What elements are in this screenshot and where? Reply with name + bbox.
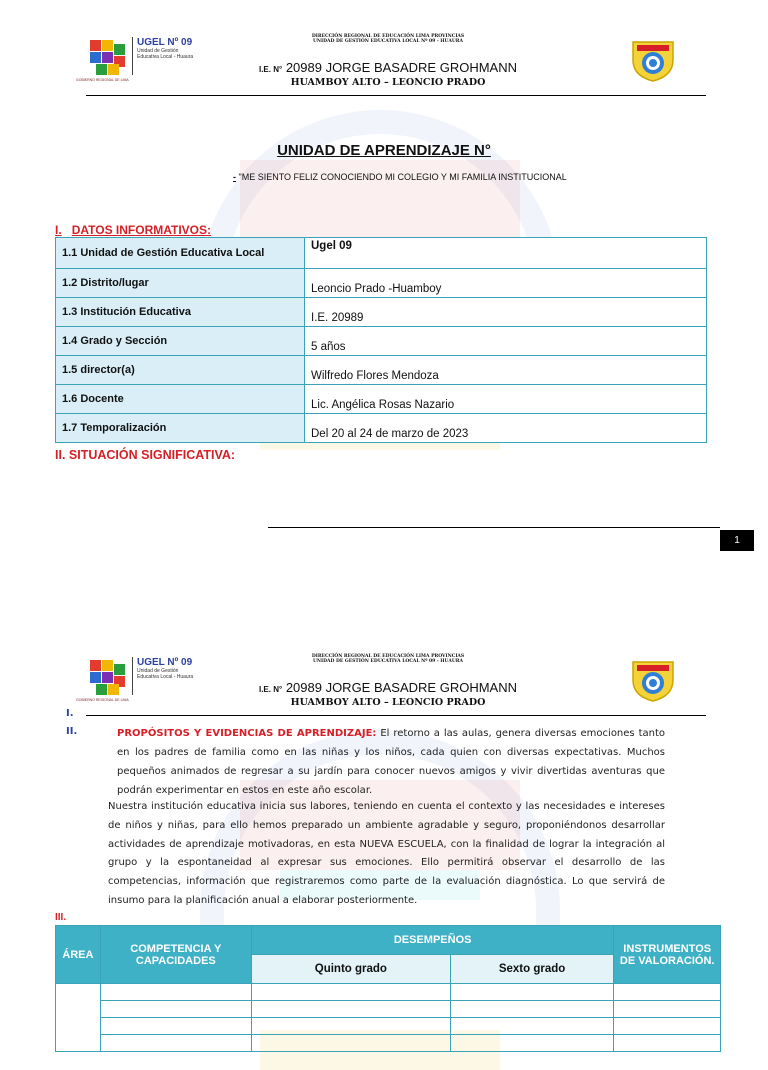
propositos-title: PROPÓSITOS Y EVIDENCIAS DE APRENDIZAJE:: [117, 728, 377, 739]
header-sexto-grado: Sexto grado: [450, 955, 614, 984]
table-cell: [100, 1001, 251, 1018]
propositos-paragraph-2: Nuestra institución educativa inicia sus labores, teniendo en cuenta el contexto y las necesidades e intereses de niños y niñas, para ello hemos preparado un ambiente agradable y seguro, proponiéndonos desarrollar actividades de aprendizaje motivadoras, en esta NUEVA ESCUELA, con la finalidad de lograr la integración al grupo y la espontaneidad al expresar sus emociones. Ello permitirá observar el desarrollo de las competencias, información que registraremos como parte de la evaluación diagnóstica. Lo que servirá de insumo para la planificación anual a elaborar posteriormente.: [108, 801, 665, 906]
datos-label: 1.2 Distrito/lugar: [56, 269, 305, 298]
table-row: [56, 356, 707, 385]
header-competencia: COMPETENCIA Y CAPACIDADES: [100, 926, 251, 984]
header-area: ÁREA: [56, 926, 101, 984]
gov-caption: GOBIERNO REGIONAL DE LIMA: [76, 78, 129, 82]
subtitle-text: "ME SIENTO FELIZ CONOCIENDO MI COLEGIO Y MI FAMILIA INSTITUCIONAL: [238, 172, 567, 182]
table-cell: [56, 984, 101, 1052]
propositos-text: El retorno a las aulas, genera diversas emociones tanto en los padres de familia como en las niñas y los niños, cada quien con diversas expectativas. Muchos pequeños animados de regresar a su jardín para conocer nuevos amigos y vivir divertidas aventuras que podrán experimentar en estos en este año escolar.: [117, 728, 665, 796]
gov-caption: GOBIERNO REGIONAL DE LIMA: [76, 698, 129, 702]
school-name: [200, 680, 576, 695]
footer-divider: [268, 527, 720, 528]
datos-value: Ugel 09: [305, 238, 707, 269]
table-cell: [450, 1001, 614, 1018]
direccion-line-1: DIRECCIÓN REGIONAL DE EDUCACIÓN LIMA PROVINCIAS: [311, 34, 465, 39]
table-cell: [251, 1018, 450, 1035]
subtitle-dash: -: [233, 172, 236, 182]
section-1-title: DATOS INFORMATIVOS:: [71, 223, 212, 237]
table-row: [56, 298, 707, 327]
page-number-badge: 1: [720, 530, 754, 551]
header-divider: [86, 95, 706, 96]
ie-name: 20989 JORGE BASADRE GROHMANN: [285, 60, 517, 75]
datos-label: 1.5 director(a): [56, 356, 305, 385]
direccion-line-2: UNIDAD DE GESTIÓN EDUCATIVA LOCAL Nº 09 - HUAURA: [313, 659, 463, 664]
datos-label: 1.1 Unidad de Gestión Educativa Local: [56, 238, 305, 269]
page-header: [0, 620, 768, 720]
ugel-title: UGEL Nº 09: [137, 37, 193, 48]
propositos-paragraph: [117, 724, 665, 800]
table-cell: [251, 1001, 450, 1018]
table-cell: [100, 1035, 251, 1052]
datos-value: Leoncio Prado -Huamboy: [305, 269, 707, 298]
gobierno-regional-logo-icon: [88, 658, 136, 698]
ugel-brand: [132, 657, 197, 695]
table-row: [56, 385, 707, 414]
ie-label: I.E. N°: [258, 685, 283, 694]
direccion-line-1: DIRECCIÓN REGIONAL DE EDUCACIÓN LIMA PROVINCIAS: [311, 654, 465, 659]
unit-title: UNIDAD DE APRENDIZAJE N°: [277, 142, 491, 159]
competencias-table: [55, 925, 721, 1052]
school-shield-icon: [629, 36, 677, 82]
table-cell: [614, 984, 721, 1001]
datos-label: 1.6 Docente: [56, 385, 305, 414]
table-cell: [251, 984, 450, 1001]
table-row: [56, 1035, 721, 1052]
section-1-heading: [55, 223, 211, 237]
roman-numeral-3: III.: [55, 912, 67, 923]
roman-numeral-2: II.: [66, 726, 78, 737]
datos-value: 5 años: [305, 327, 707, 356]
table-row: [56, 984, 721, 1001]
table-row: [56, 1018, 721, 1035]
ugel-subtitle: Unidad de Gestión Educativa Local - Huaura: [137, 48, 194, 60]
table-cell: [614, 1001, 721, 1018]
document-page-2: [0, 620, 768, 1024]
gobierno-regional-logo-icon: [88, 38, 136, 78]
school-name: [200, 60, 576, 75]
table-cell: [450, 1018, 614, 1035]
table-row: [56, 269, 707, 298]
table-cell: [614, 1035, 721, 1052]
datos-label: 1.7 Temporalización: [56, 414, 305, 443]
table-cell: [450, 1035, 614, 1052]
table-cell: [100, 1018, 251, 1035]
header-quinto-grado: Quinto grado: [251, 955, 450, 984]
table-cell: [251, 1035, 450, 1052]
table-row: [56, 238, 707, 269]
datos-value: Lic. Angélica Rosas Nazario: [305, 385, 707, 414]
direccion-heading: [200, 654, 576, 664]
school-location: HUAMBOY ALTO – LEONCIO PRADO: [290, 697, 486, 708]
table-row: [56, 327, 707, 356]
unit-subtitle: [233, 172, 567, 182]
ugel-subtitle: Unidad de Gestión Educativa Local - Huaura: [137, 668, 194, 680]
roman-numeral-1: I.: [66, 708, 74, 719]
table-row: [56, 414, 707, 443]
header-instrumentos: INSTRUMENTOS DE VALORACIÓN.: [614, 926, 721, 984]
school-shield-icon: [629, 656, 677, 702]
datos-value: Del 20 al 24 de marzo de 2023: [305, 414, 707, 443]
direccion-line-2: UNIDAD DE GESTIÓN EDUCATIVA LOCAL Nº 09 - HUAURA: [313, 39, 463, 44]
datos-label: 1.4 Grado y Sección: [56, 327, 305, 356]
section-1-number: I.: [55, 223, 62, 237]
ugel-brand: [132, 37, 197, 75]
ie-label: I.E. N°: [258, 65, 283, 74]
school-location: HUAMBOY ALTO – LEONCIO PRADO: [290, 77, 486, 88]
datos-label: 1.3 Institución Educativa: [56, 298, 305, 327]
datos-informativos-table: [55, 237, 707, 443]
ie-name: 20989 JORGE BASADRE GROHMANN: [285, 680, 517, 695]
section-2-heading: II. SITUACIÓN SIGNIFICATIVA:: [55, 448, 236, 462]
ugel-title: UGEL Nº 09: [137, 657, 193, 668]
table-row: [56, 1001, 721, 1018]
direccion-heading: [200, 34, 576, 44]
page-header: [0, 0, 768, 100]
table-cell: [614, 1018, 721, 1035]
header-divider: [86, 715, 706, 716]
datos-value: Wilfredo Flores Mendoza: [305, 356, 707, 385]
header-desempenos: DESEMPEÑOS: [251, 926, 613, 955]
datos-value: I.E. 20989: [305, 298, 707, 327]
table-cell: [450, 984, 614, 1001]
table-cell: [100, 984, 251, 1001]
